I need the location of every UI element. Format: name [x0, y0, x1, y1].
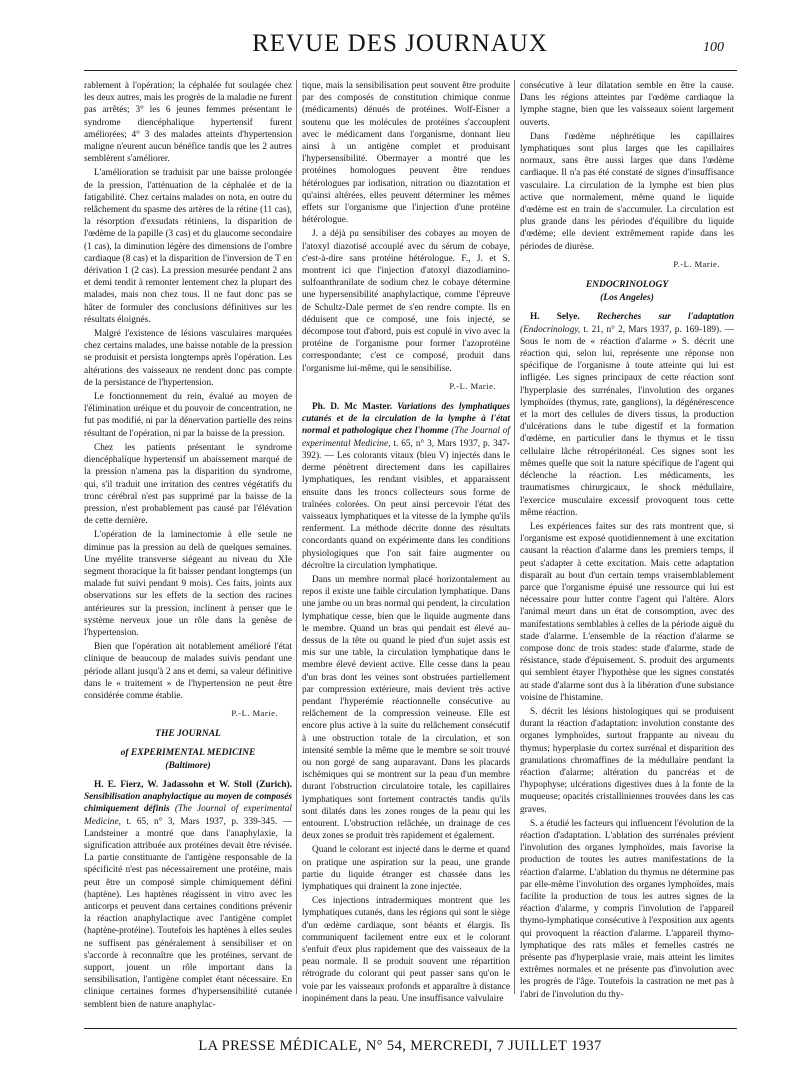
paragraph: S. a étudié les facteurs qui influencent l'évolution de la réaction d'adaptation. L'ablation des surrénales prévient l'involution des organes lymphoïdes, mais favorise la production de toutes les autres manifestations de la réaction d'alarme. L'ablation du thymus ne détermine pas par elle-même l'involution des organes lymphoïdes, mais facilite la production de tous les autres signes de la réaction d'alarme, y compris l'involution de l'appareil thymo-lymphatique consécutive à l'exposition aux agents qui provoquent la réaction d'alarme. L'appareil thymo-lymphatique des rats mâles et femelles castrés ne présente pas d'hyperplasie vraie, mais atteint les limites extrêmes normales et ne présente pas d'involution avec les progrès de l'âge. Toutefois la castration ne met pas à l'abri de l'involution du thy-: [520, 818, 734, 1000]
paragraph: Chez les patients présentant le syndrome diencéphalique hypertensif un abaissement marqué de la pression n'amena pas la disparition du syndrome, qui, s'il traduit une irritation des centres végétatifs du tronc cérébral n'est pas supprimé par la baisse de la pression, n'est probablement pas causé par l'élévation de cette dernière.: [84, 442, 292, 527]
paragraph: consécutive à leur dilatation semble en être la cause. Dans les régions atteintes par l'œdème cardiaque la lymphe stagne, bien que les vaisseaux soient largement ouverts.: [520, 81, 734, 128]
paragraph: rablement à l'opération; la céphalée fut soulagée chez les deux autres, mais les progrès de la maladie ne furent pas arrêtés; 3° les 6 jeunes femmes présentant le syndrome diencéphalique hypertensif furent améliorées; 4° 3 des malades atteints d'hypertension maligne n'eurent aucun bénéfice tandis que les 2 autres semblèrent s'améliorer.: [84, 81, 292, 165]
column-1: [84, 80, 292, 1010]
paragraph: Les expériences faites sur des rats montrent que, si l'organisme est exposé quotidiennement à une excitation causant la réaction d'alarme dans les premiers temps, il peut s'adapter à cette excitation. Mais cette adaptation disparaît au bout d'un certain temps vraisemblablement parce que l'organisme épuisé une ressource qui lui est nécessaire pour lutter contre l'agent qui l'altère. Alors l'animal meurt dans un état de consomption, avec des manifestations semblables à celles de la période aiguë du stade d'alarme. L'ensemble de la réaction d'alarme se compose donc de trois stades: stade d'alarme, stade de résistance, stade d'épuisement. S. produit des arguments qui semblent étayer l'hypothèse que les signes constatés au stade d'alarme sont dus à la libération d'une substance voisine de l'histamine.: [520, 521, 734, 703]
footer-rule: [84, 1028, 737, 1029]
author-signature: P.-L. Marie.: [449, 380, 496, 391]
article-journal: (The Journal of experimental Medicine,: [84, 804, 292, 827]
page-footer: LA PRESSE MÉDICALE, N° 54, MERCREDI, 7 JUILLET 1937: [198, 1038, 602, 1054]
paragraph: Malgré l'existence de lésions vasculaires marquées chez certains malades, une baisse notable de la pression se produisit et persista longtemps après l'opération. Les altérations des vaisseaux ne rendent donc pas compte de la persistance de l'hypertension.: [84, 329, 292, 388]
article-reference: t. 65, n° 3, Mars 1937, p. 339-345. —: [126, 816, 292, 827]
article-authors: H. Selye.: [530, 312, 580, 323]
paragraph: Bien que l'opération ait notablement amélioré l'état clinique de beaucoup de malades suivis pendant une période allant jusqu'à 2 ans et demi, sa valeur définitive dans le « traitement » de l'hypertension ne peut être considérée comme établie.: [84, 642, 292, 701]
paragraph: Dans l'œdème néphrétique les capillaires lymphatiques sont plus larges que les capillaires normaux, sans être aussi larges que dans l'œdème cardiaque. Il n'a pas été constaté de signes d'insuffisance vasculaire. La circulation de la lymphe est bien plus active que normalement, même quand le liquide d'œdème est en train de s'accumuler. La circulation est plus grande dans les périodes d'équilibre du liquide d'œdème; elle devient extrêmement rapide dans les périodes de diurèse.: [520, 131, 734, 252]
paragraph: L'opération de la laminectomie à elle seule ne diminue pas la pression au delà de quelques semaines. Une myélite transverse siégeant au niveau du XIe segment thoracique la fit baisser pendant longtemps (un malade fut suivi pendant 9 mois). Ces faits, joints aux observations sur les effets de la section des racines antérieures sur la pression, inclinent à penser que le système nerveux joue un rôle dans la genèse de l'hypertension.: [84, 530, 292, 638]
article-text: Les colorants vitaux (bleu V) injectés dans le derme pénètrent directement dans les capillaires lymphatiques, les rendant visibles, et apparaissent ensuite dans les troncs collecteurs sous forme de traînées colorées. On peut ainsi percevoir l'état des vaisseaux lymphatiques et la vitesse de la lymphe qu'ils renferment. La méthode décrite donne des résultats concordants quand on expérimente dans les conditions physiologiques que l'on sait faire augmenter ou décroître la circulation lymphatique.: [302, 450, 511, 571]
author-signature: P.-L. Marie.: [673, 258, 720, 269]
article-authors: H. E. Fierz, W. Jadassohn et W. Stoll (Zurich).: [94, 779, 292, 790]
article-journal: (The Journal of experimental Medicine,: [302, 426, 510, 449]
journal-section-city: (Baltimore): [165, 760, 211, 771]
author-signature: P.-L. Marie.: [231, 708, 278, 719]
header-rule: [84, 70, 737, 71]
article-text: Sous le nom de « réaction d'alarme » S. décrit une réaction qui, selon lui, représente une réponse non spécifique de l'organisme à toute atteinte qui lui est infligée. Les signes principaux de cette réaction sont l'hyperplasie des surrénales, l'involution des organes lymphoïdes (thymus, rate, ganglions), la dégénérescence et la mort des cellules de divers tissus, la production d'ulcérations dans le tube digestif et la formation d'œdème, en particulier dans le thymus et le tissu cellulaire lâche rétropéritonéal. Ces signes sont les mêmes quelle que soit la nature spécifique de l'agent qui déclenche la réaction. Les médicaments, les traumatismes chirurgicaux, le shock médullaire, l'exercice musculaire excessif provoquent tous cette même réaction.: [520, 336, 734, 518]
journal-section-title: ENDOCRINOLOGY: [585, 280, 669, 291]
paragraph: Quand le colorant est injecté dans le derme et quand on pratique une aspiration sur la peau, une grande partie du liquide étranger est chassée dans les lymphatiques qui drainent la zone injectée.: [302, 845, 510, 892]
paragraph: Le fonctionnement du rein, évalué au moyen de l'élimination uréique et du pouvoir de concentration, ne fut pas modifié, ni par la dénervation partielle des reins résultant de l'opération, ni par la baisse de la pression.: [84, 392, 292, 439]
article-abstract: [84, 779, 292, 1011]
article-reference: t. 65, n° 3, Mars 1937, p. 347-392). —: [302, 438, 510, 461]
paragraph: Dans un membre normal placé horizontalement au repos il existe une faible circulation lymphatique. Dans une jambe ou un bras normal qui pendent, la circulation lymphatique cesse, bien que le liquide augmente dans le membre. Quand un bras qui pendait est élevé au-dessus de la tête ou quand le pied d'un sujet assis est mis sur une table, la circulation lymphatique dans le membre élevé devient active. Elle cesse dans la peau d'un bras dont les veines sont obstruées partiellement par compression extérieure, mais devient très active pendant l'hyperémie réactionnelle consécutive au relâchement de la compression veineuse. Elle est encore plus active à la suite du relâchement consécutif à une obstruction totale de la circulation, et son intensité semble la même que le membre se soit trouvé ou non gorgé de sang auparavant. Dans les placards ischémiques qui se montrent sur la peau d'un membre durant l'obstruction circulatoire totale, les capillaires lymphatiques sont fortement contractés tandis qu'ils sont dilatés dans les zones rouges de la peau qui les entourent. L'obstruction relâchée, un drainage de ces deux zones se produit très rapidement et également.: [302, 574, 510, 842]
article-abstract: [520, 311, 734, 518]
article-text: Landsteiner a montré que dans l'anaphylaxie, la signification attribuée aux protéines devait être révisée. La partie constituante de l'antigène responsable de la spécificité n'est pas nécessairement une protéine, mais peut être un composé simple chimiquement défini (haptène). Les haptènes réagissent in vitro avec les anticorps et peuvent dans certaines conditions prévenir la réaction anaphylactique avec l'antigène complet (haptène-protéine). Toutefois les haptènes à elles seules ne suffisent pas généralement à sensibiliser et on s'accorde à reconnaître que les protéines, servant de support, jouent un rôle important dans la sensibilisation, l'antigène complet étant nécessaire. En clinique certaines formes d'hypersensibilité cutanée semblent bien de nature anaphylac-: [84, 828, 292, 1010]
article-abstract: [302, 401, 510, 572]
journal-section-title: THE JOURNAL: [155, 729, 221, 740]
article-title: Recherches sur l'adaptation: [596, 312, 734, 323]
article-title: Sensibilisation anaphylactique au moyen de composés chimiquement définis: [84, 792, 292, 815]
journal-section-city: (Los Angeles): [600, 293, 654, 304]
article-journal: (Endocrinology,: [520, 324, 581, 335]
page-title: REVUE DES JOURNAUX: [252, 30, 548, 57]
paragraph: J. a déjà pu sensibiliser des cobayes au moyen de l'atoxyl diazotisé accouplé avec du sérum de cobaye, c'est-à-dire sans protéine hétérologue. F., J. et S. montrent ici que l'injection d'atoxyl diazodiamino-sulfoanthranilate de sodium chez le cobaye détermine une hypersensibilité anaphylactique, comme l'épreuve de Schultz-Dale permet de s'en rendre compte. Ils en déduisent que ce composé, une fois injecté, se décompose tout d'abord, puis est copulé in vivo avec la protéine de l'organisme pour former l'azoprotéine correspondante; c'est ce composé, produit dans l'organisme lui-même, qui le sensibilise.: [302, 229, 510, 374]
column-3: [520, 80, 734, 1000]
column-2: [302, 80, 511, 1004]
column-divider: [296, 80, 297, 994]
article-authors: Ph. D. Mc Master.: [312, 402, 393, 413]
column-divider: [514, 80, 515, 994]
paragraph: tique, mais la sensibilisation peut souvent être produite par des composés de constitution chimique connue (médicaments) dénués de protéines. Wolf-Eisner a soutenu que les molécules de protéines s'accouplent avec le médicament dans l'organisme, donnant lieu ainsi à un antigène complet et produisant l'hypersensibilité. Obermayer a montré que les protéines homologues peuvent être rendues hétérologues par iodisation, nitration ou diazotation et qu'ainsi altérées, elles peuvent déterminer les mêmes effets sur l'organisme que l'injection d'une protéine hétérologue.: [302, 81, 510, 226]
paragraph: L'amélioration se traduisit par une baisse prolongée de la pression, l'atténuation de la céphalée et de la fatigabilité. Chez certains malades on nota, en outre du relâchement du spasme des artères de la rétine (11 cas), la résorption d'exsudats rétiniens, la disparition de l'œdème de la papille (3 cas) et du glaucome secondaire (1 cas), la diminution légère des dimensions de l'ombre cardiaque (8 cas) et la disparition de l'inversion de T en dérivation 1 (2 cas). La pression mesurée pendant 2 ans et demi tendit à remonter lentement chez la plupart des malades, mais non chez tous. Il ne faut donc pas se hâter de formuler des conclusions définitives sur les résultats éloignés.: [84, 168, 292, 325]
paragraph: Ces injections intradermiques montrent que les lymphatiques cutanés, dans les régions qui sont le siège d'un œdème cardiaque, sont béants et élargis. Ils communiquent facilement entre eux et le colorant s'enfuit d'eux plus rapidement que des vaisseaux de la peau normale. Il se produit souvent une répartition rétrograde du colorant qui peut passer sans qu'on le voie par les vaisseaux profonds et apparaître à distance inopinément dans la peau. Une insuffisance valvulaire: [302, 896, 510, 1004]
page-number: 100: [703, 40, 724, 55]
article-reference: t. 21, n° 2, Mars 1937, p. 169-189). —: [583, 324, 734, 335]
paragraph: S. décrit les lésions histologiques qui se produisent durant la réaction d'adaptation: involution constante des organes lymphoïdes, surtout frappante au niveau du thymus; hyperplasie du cortex surrénal et disparition des granulations chromaffines de la médullaire pendant la réaction d'alarme; altération du pancréas et de l'hypophyse; ulcérations digestives dues à la fonte de la muqueuse; opacités cristalliniennes trouvées dans les cas graves.: [520, 706, 734, 815]
article-title: Variations des lymphatiques cutanés et de la circulation de la lymphe à l'état normal et pathologique chez l'homme: [302, 402, 511, 437]
journal-section-title-line2: of EXPERIMENTAL MEDICINE: [120, 747, 256, 758]
